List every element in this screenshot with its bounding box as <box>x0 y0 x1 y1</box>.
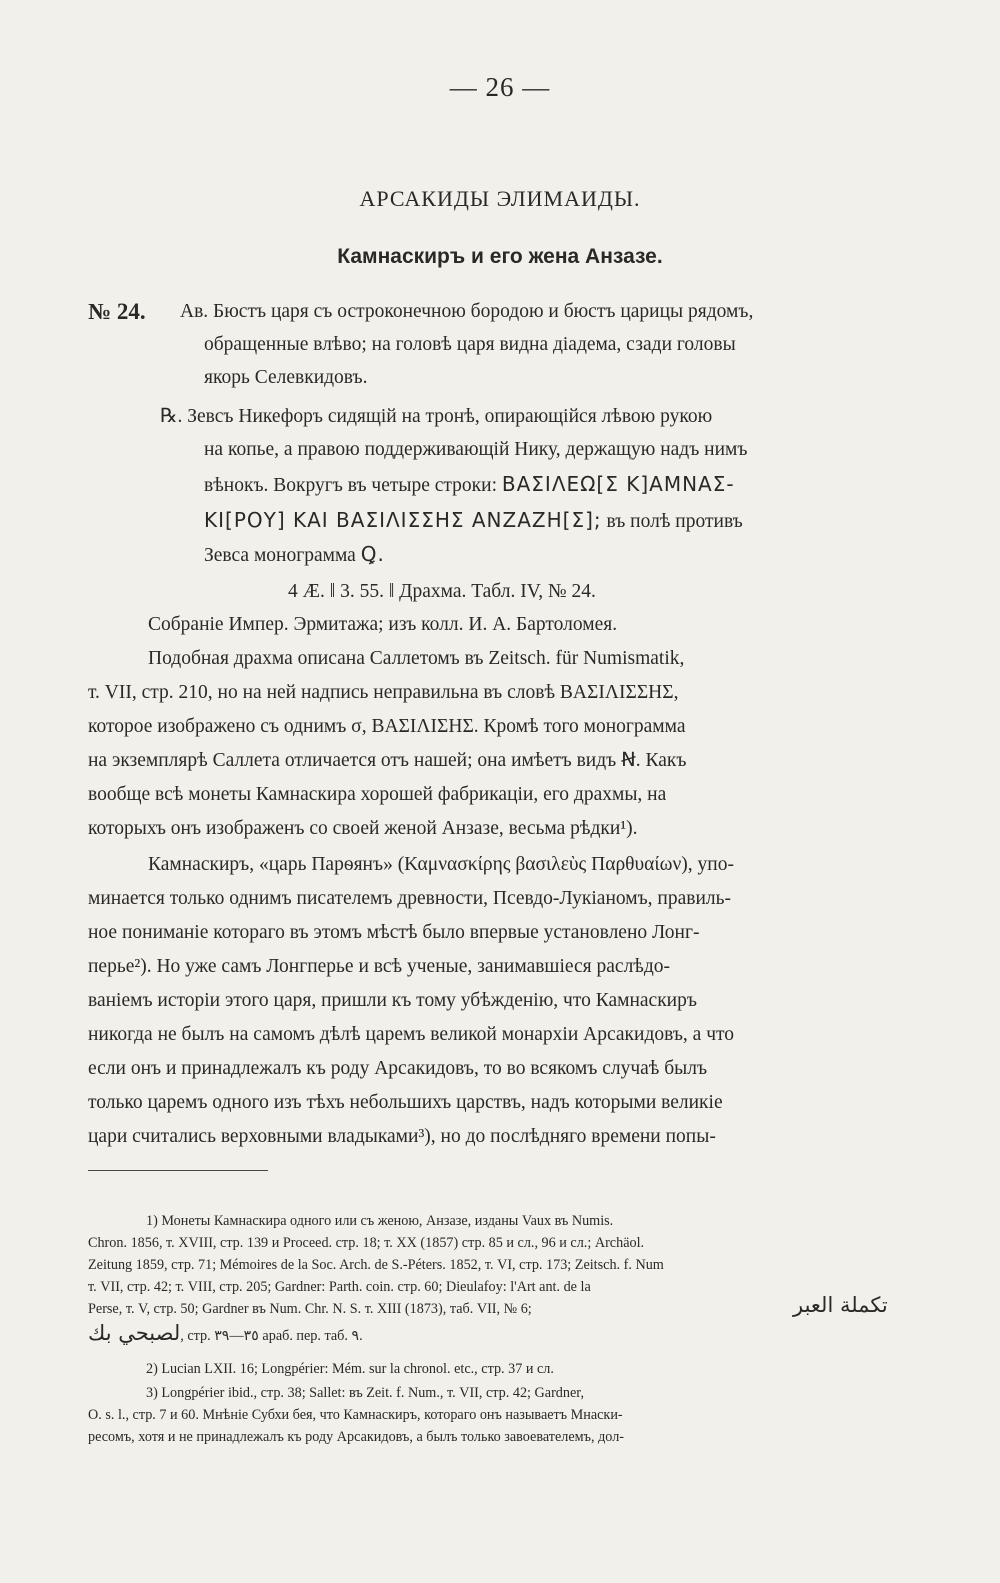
page-number: — 26 — <box>449 72 551 102</box>
body-line: перье²). Но уже самъ Лонгперье и всѣ ученые, занимавшіеся раслѣдо- <box>88 956 671 977</box>
greek-legend-2: ΚΙ[ΡΟΥ] ΚΑΙ ΒΑΣΙΛΙΣΣΗΣ ΑΝΖΑΖΗ[Σ]; <box>204 508 602 532</box>
footnote-line: 1) Монеты Камнаскира одного или съ женою, Анзазе, изданы Vaux въ Numis. <box>146 1213 614 1229</box>
av-line-2: обращенные влѣво; на головѣ царя видна діадема, сзади головы <box>204 334 736 355</box>
rev-line-5-text: Зевса монограмма <box>204 545 356 566</box>
body-line: минается только однимъ писателемъ древности, Псевдо-Лукіаномъ, правиль- <box>88 888 732 909</box>
footnote-line: стр. ٣٥—٣٩ араб. пер. таб. ٩. <box>187 1328 363 1344</box>
body-line: которыхъ онъ изображенъ со своей женой Анзазе, весьма рѣдки¹). <box>88 818 638 839</box>
rev-line-3 <box>204 468 735 502</box>
rev-line-4 <box>204 504 743 538</box>
rev-line-3-text: вѣнокъ. Вокругъ въ четыре строки: <box>204 475 498 496</box>
footnote-line: т. VII, стр. 42; т. VIII, стр. 205; Gardner: Parth. coin. стр. 60; Dieulafoy: l'Art ant. de la <box>88 1279 591 1295</box>
body-line: вообще всѣ монеты Камнаскира хорошей фабрикаціи, его драхмы, на <box>88 784 667 805</box>
subtitle: Камнаскиръ и его жена Анзазе. <box>337 245 663 268</box>
body-line: т. VII, стр. 210, но на ней надпись неправильна въ словѣ ΒΑΣΙΛΙΣΣΗΣ, <box>88 682 679 703</box>
section-title: АРСАКИДЫ ЭЛИМАИДЫ. <box>359 186 641 211</box>
coin-specs: 4 Æ. ‖ 3. 55. ‖ Драхма. Табл. IV, № 24. <box>288 581 596 602</box>
footnote-line-arabic: لصبحي بك, стр. ٣٥—٣٩ араб. пер. таб. ٩. <box>88 1321 363 1345</box>
av-line-1: Ав. Бюстъ царя съ остроконечною бородою и бюстъ царицы рядомъ, <box>180 301 754 322</box>
av-line-3: якорь Селевкидовъ. <box>204 367 368 388</box>
body-line: Подобная драхма описана Саллетомъ въ Zeitsch. für Numismatik, <box>148 648 685 669</box>
body-line: Камнаскиръ, «царь Парѳянъ» (Καμνασκίρης βασιλεὺς Παρθυαίων), упо- <box>148 854 734 875</box>
body-line: ваніемъ исторіи этого царя, пришли къ тому убѣжденію, что Камнаскиръ <box>88 990 697 1011</box>
body-line: если онъ и принадлежалъ къ роду Арсакидовъ, то во всякомъ случаѣ былъ <box>88 1058 708 1079</box>
rev-line-1: ℞. Зевсъ Никефоръ сидящій на тронѣ, опирающійся лѣвою рукою <box>160 406 713 427</box>
rev-line-5 <box>204 538 385 572</box>
body-line: цари считались верховными владыками³), но до послѣдняго времени попы- <box>88 1126 716 1147</box>
greek-legend-1: ΒΑΣΙΛΕΩ[Σ Κ]ΑΜΝΑΣ- <box>501 472 735 496</box>
footnote-divider <box>88 1170 268 1171</box>
footnote-line: Perse, т. V, стр. 50; Gardner въ Num. Chr. N. S. т. XIII (1873), таб. VII, № 6; <box>88 1301 532 1317</box>
footnote-line: Zeitung 1859, стр. 71; Mémoires de la Soc. Arch. de S.-Péters. 1852, т. VI, стр. 173; Zeitsch. f. Num <box>88 1257 664 1273</box>
footnote-line: 3) Longpérier ibid., стр. 38; Sallet: въ Zeit. f. Num., т. VII, стр. 42; Gardner, <box>146 1385 584 1401</box>
body-line: Собраніе Импер. Эрмитажа; изъ колл. И. А. Бартоломея. <box>148 614 618 635</box>
footnote-line: ресомъ, хотя и не принадлежалъ къ роду Арсакидовъ, а былъ только завоевателемъ, дол- <box>88 1429 624 1445</box>
footnote-line: 2) Lucian LXII. 16; Longpérier: Mém. sur la chronol. etc., стр. 37 и сл. <box>146 1361 554 1377</box>
entry-number: № 24. <box>88 299 146 324</box>
rev-line-4-text: въ полѣ противъ <box>606 511 743 532</box>
arabic-title-1: تكملة العبر <box>793 1293 888 1317</box>
arabic-title-2: لصبحي بك <box>88 1321 181 1345</box>
body-line: только царемъ одного изъ тѣхъ небольшихъ царствъ, надъ которыми великіе <box>88 1092 723 1113</box>
body-line: на экземплярѣ Саллета отличается отъ нашей; она имѣетъ видъ Ꞥ. Какъ <box>88 750 687 771</box>
footnote-line: O. s. l., стр. 7 и 60. Мнѣніе Субхи бея, что Камнаскиръ, котораго онъ называетъ Мнаски- <box>88 1407 623 1423</box>
body-line: ное пониманіе котораго въ этомъ мѣстѣ было впервые установлено Лонг- <box>88 922 700 943</box>
body-line: которое изображено съ однимъ σ, ΒΑΣΙΛΙΣΗΣ. Кромѣ того монограмма <box>88 716 686 737</box>
monogram-icon: Ꝗ. <box>360 542 385 566</box>
rev-line-2: на копье, а правою поддерживающій Нику, держащую надъ нимъ <box>204 439 748 460</box>
footnote-line: Chron. 1856, т. XVIII, стр. 139 и Proceed. стр. 18; т. XX (1857) стр. 85 и сл., 96 и сл.; Archäol. <box>88 1235 645 1251</box>
body-line: никогда не былъ на самомъ дѣлѣ царемъ великой монархіи Арсакидовъ, а что <box>88 1024 735 1045</box>
